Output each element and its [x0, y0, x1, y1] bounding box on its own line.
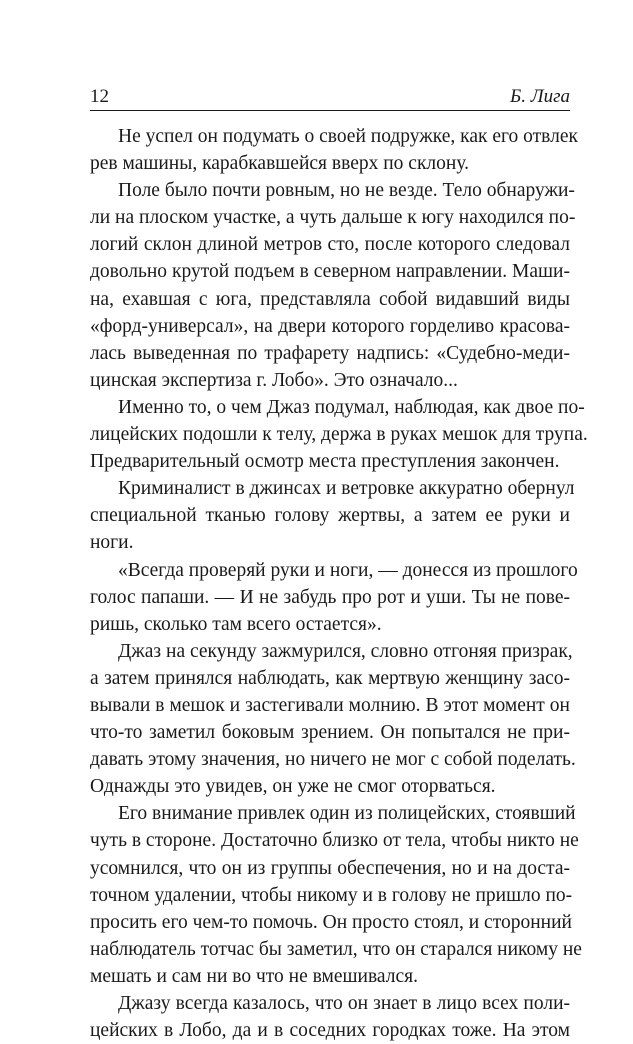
text-line: а затем принялся наблюдать, как мертвую женщину засо-	[90, 667, 570, 689]
text-line: цейских в Лобо, да и в соседних городках тоже. На этом	[90, 1020, 570, 1042]
text-line: Поле было почти ровным, но не везде. Тело обнаружи-	[118, 180, 575, 202]
text-line: рев машины, карабкавшейся вверх по склону.	[90, 153, 470, 175]
text-line: давать этому значения, но ничего не мог с собой поделать.	[90, 749, 576, 771]
text-line: просить его чем-то помочь. Он просто стоял, и сторонний	[90, 911, 572, 933]
text-line: на, ехавшая с юга, представляла собой видавший виды	[90, 288, 570, 310]
text-line: ли на плоском участке, а чуть дальше к югу находился по-	[90, 207, 576, 229]
text-line: логий склон длиной метров сто, после которого следовал	[90, 234, 570, 256]
paragraph	[90, 557, 578, 638]
text-line: вывали в мешок и застегивали молнию. В этот момент он	[90, 694, 570, 716]
text-line: цинская экспертиза г. Лобо». Это означало...	[90, 369, 458, 391]
text-line: Криминалист в джинсах и ветровке аккуратно обернул	[118, 478, 575, 500]
paragraph	[90, 177, 576, 394]
header-rule	[90, 110, 570, 111]
text-line: точном удалении, чтобы никому и в голову не пришло по-	[90, 884, 573, 906]
text-line: довольно крутой подъем в северном направлении. Маши-	[90, 261, 570, 283]
paragraph	[90, 123, 578, 177]
paragraph	[90, 394, 588, 475]
text-line: ноги.	[90, 532, 134, 554]
text-line: мешать и сам ни во что не вмешивался.	[90, 965, 418, 987]
text-line: Предварительный осмотр места преступления закончен.	[90, 451, 560, 473]
text-line: «форд-универсал», на двери которого горделиво красова-	[90, 315, 570, 337]
text-line: ришь, сколько там всего остается».	[90, 613, 382, 635]
text-line: лицейских подошли к телу, держа в руках мешок для трупа.	[90, 424, 588, 446]
text-line: усомнился, что он из группы обеспечения, но и на доста-	[90, 857, 570, 879]
text-line: наблюдатель тотчас бы заметил, что он старался никому не	[90, 938, 582, 960]
running-header	[90, 84, 570, 110]
text-line: Джазу всегда казалось, что он знает в лицо всех поли-	[118, 993, 570, 1014]
text-line: Однажды это увидев, он уже не смог оторваться.	[90, 776, 496, 798]
paragraph	[90, 990, 570, 1044]
text-line: что-то заметил боковым зрением. Он попытался не при-	[90, 722, 570, 744]
text-line: голос папаши. — И не забудь про рот и уши. Ты не пове-	[90, 586, 570, 608]
text-line: Именно то, о чем Джаз подумал, наблюдая, как двое по-	[118, 396, 585, 418]
text-line: чуть в стороне. Достаточно близко от тела, чтобы никто не	[90, 830, 579, 852]
paragraph	[90, 475, 575, 556]
text-line: лась выведенная по трафарету надпись: «Судебно-меди-	[90, 342, 570, 364]
text-line: Не успел он подумать о своей подружке, как его отвлек	[118, 126, 578, 147]
text-line: специальной тканью голову жертвы, а затем ее руки и	[90, 505, 570, 527]
book-page	[90, 84, 588, 1044]
page-number: 12	[90, 86, 109, 107]
text-line: Джаз на секунду зажмурился, словно отгоняя призрак,	[118, 640, 573, 662]
text-line: Его внимание привлек один из полицейских, стоявший	[118, 803, 576, 825]
page-body	[90, 123, 588, 1044]
paragraph	[90, 638, 576, 801]
text-line: «Всегда проверяй руки и ноги, — донесся из прошлого	[118, 559, 578, 581]
running-title: Б. Лига	[510, 86, 570, 107]
paragraph	[90, 800, 582, 990]
